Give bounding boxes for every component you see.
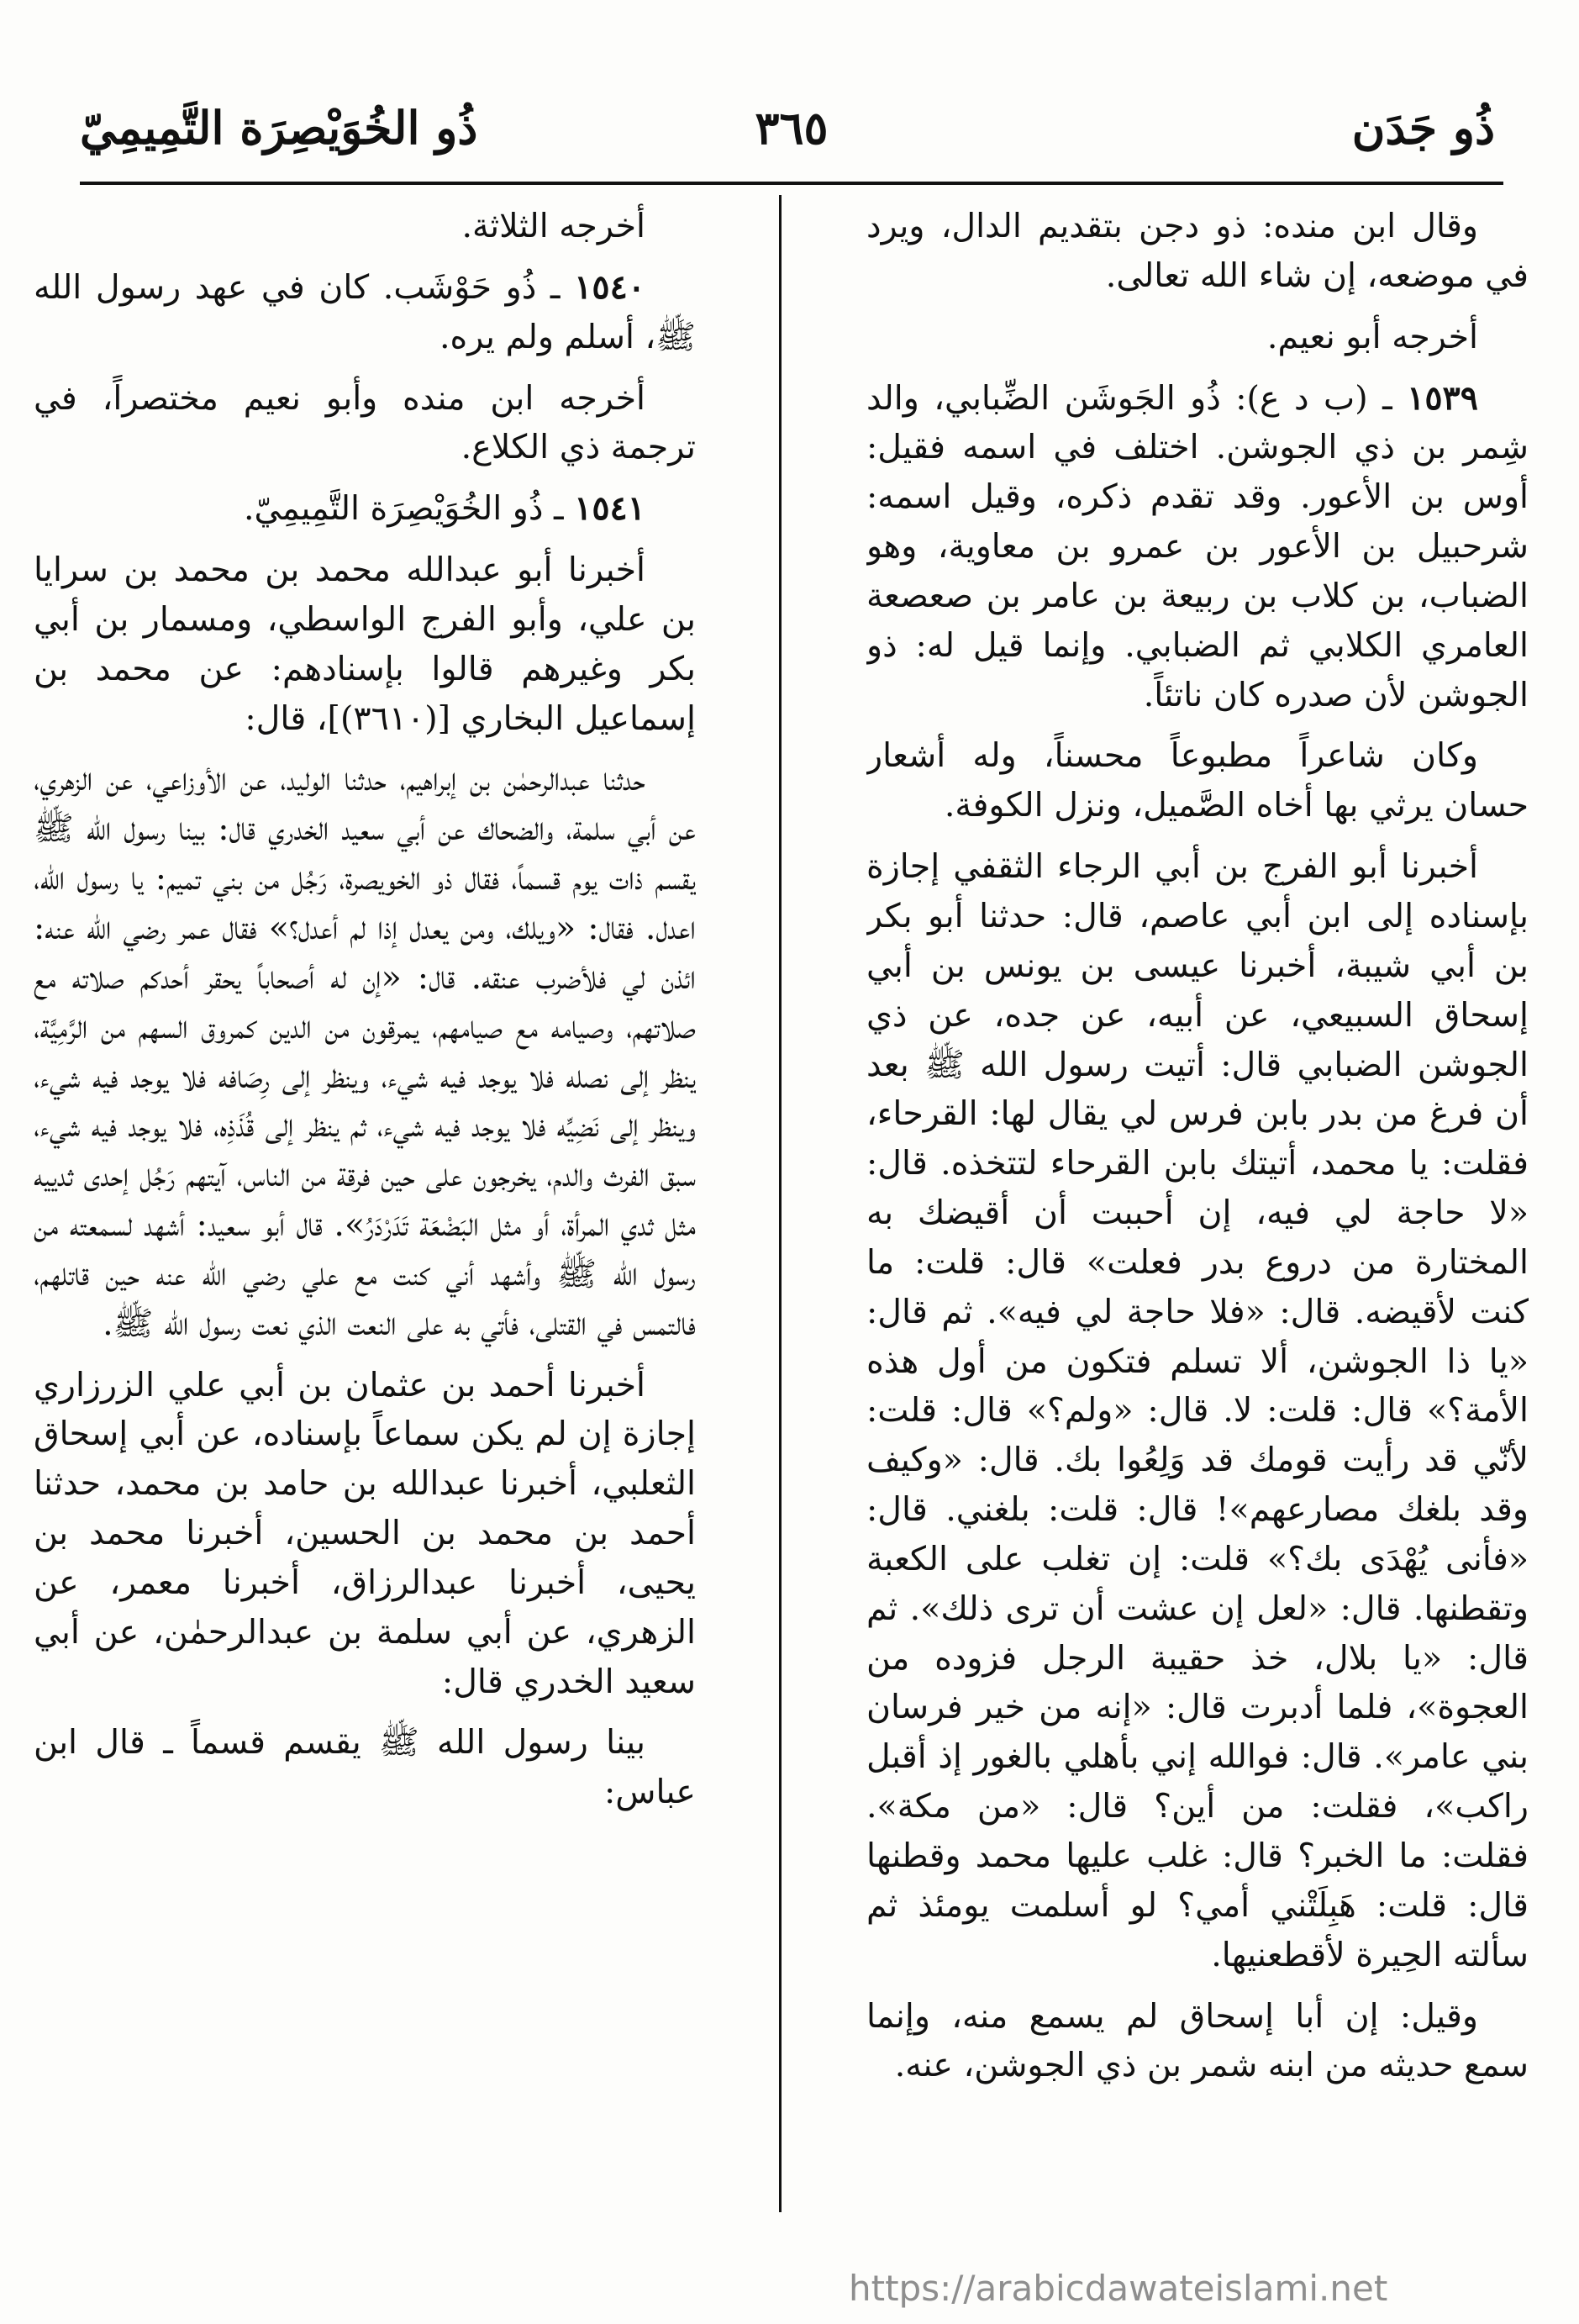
entry-number: ١٥٤٠ xyxy=(574,267,646,307)
paragraph-text: وكان شاعراً مطبوعاً محسناً، وله أشعار حسان يرثي بها أخاه الصَّميل، ونزل الكوفة. xyxy=(866,736,1529,825)
paragraph xyxy=(866,313,1529,362)
page-header xyxy=(80,101,1503,185)
page-number: ٣٦٥ xyxy=(755,101,829,155)
entry-number: ١٥٤١ xyxy=(574,489,645,529)
paragraph xyxy=(34,374,696,473)
paragraph-text: وقيل: إن أبا إسحاق لم يسمع منه، وإنما سمع حديثه من ابنه شمر بن ذي الجوشن، عنه. xyxy=(866,1996,1529,2085)
paragraph-text: أخرجه ابن منده وأبو نعيم مختصراً، في ترجمة ذي الكلاع. xyxy=(34,378,696,467)
paragraph xyxy=(866,1992,1529,2091)
paragraph xyxy=(34,263,696,362)
running-head-right: ذُو جَدَن xyxy=(1351,101,1495,155)
paragraph xyxy=(34,755,696,1348)
paragraph-text: ـ (ب د ع): ذُو الجَوشَن الضِّبابي، والد شِمر بن ذي الجوشن. اختلف في اسمه فقيل: أوس بن الأعور. وقد تقدم ذكره، وقيل اسمه: شرحبيل بن الأعور بن عمرو بن معاوية، وهو الضباب، بن كلاب بن ربيعة بن عامر بن صعصعة العامري الكلابي ثم الضبابي. وإنما قيل له: ذو الجوشن لأن صدره كان ناتئاً. xyxy=(866,378,1529,714)
paragraph-text: أخبرنا أبو الفرج بن أبي الرجاء الثقفي إجازة بإسناده إلى ابن أبي عاصم، قال: حدثنا أبو بكر بن أبي شيبة، أخبرنا عيسى بن يونس بن أبي إسحاق السبيعي، عن أبيه، عن جده، عن ذي الجوشن الضبابي قال: أتيت رسول الله ﷺ بعد أن فرغ من بدر بابن فرس لي يقال لها: القرحاء، فقلت: يا محمد، أتيتك بابن القرحاء لتتخذه. قال: «لا حاجة لي فيه، إن أحببت أن أقيضك به المختارة من دروع بدر فعلت» قال: قلت: ما كنت لأقيضه. قال: «فلا حاجة لي فيه». ثم قال: «يا ذا الجوشن، ألا تسلم فتكون من أول هذه الأمة؟» قال: قلت: لا. قال: «ولم؟» قال: قلت: لأنّي قد رأيت قومك قد وَلِعُوا بك. قال: «وكيف وقد بلغك مصارعهم»! قال: قلت: بلغني. قال: «فأنى يُهْدَى بك؟» قلت: إن تغلب على الكعبة وتقطنها. قال: «لعل إن عشت أن ترى ذلك». ثم قال: «يا بلال، خذ حقيبة الرجل فزوده من العجوة»، فلما أدبرت قال: «إنه من خير فرسان بني عامر». قال: فوالله إني بأهلي بالغور إذ أقبل راكب»، فقلت: من أين؟ قال: «من مكة». فقلت: ما الخبر؟ قال: غلب عليها محمد وقطنها قال: قلت: هَبِلَتْني أمي؟ لو أسلمت يومئذ ثم سألته الحِيرة لأقطعنيها. xyxy=(866,847,1529,1974)
column-divider xyxy=(779,195,782,2212)
paragraph xyxy=(866,202,1529,301)
paragraph xyxy=(34,484,696,534)
paragraph-text: حدثنا عبدالرحمٰن بن إبراهيم، حدثنا الوليد، عن الأوزاعي، عن الزهري، عن أبي سلمة، والضحاك عن أبي سعيد الخدري قال: بينا رسول الله ﷺ يقسم ذات يوم قسماً، فقال ذو الخويصرة، رَجُل من بني تميم: يا رسول الله، اعدل. فقال: «ويلك، ومن يعدل إذا لم أعدل؟» فقال عمر رضي الله عنه: ائذن لي فلأضرب عنقه. قال: «إن له أصحاباً يحقر أحدكم صلاته مع صلاتهم، وصيامه مع صيامهم، يمرقون من الدين كمروق السهم من الرَّمِيَّة، ينظر إلى نصله فلا يوجد فيه شيء، وينظر إلى رِصَافه فلا يوجد فيه شيء، وينظر إلى نَضِيِّه فلا يوجد فيه شيء، ثم ينظر إلى قُذَذِه، فلا يوجد فيه شيء، سبق الفرث والدم، يخرجون على حين فرقة من الناس، آيتهم رَجُل إحدى ثدييه مثل ثدي المرأة، أو مثل البَضْعَة تَدَرْدَرُ». قال أبو سعيد: أشهد لسمعته من رسول الله ﷺ وأشهد أني كنت مع علي رضي الله عنه حين قاتلهم، فالتمس في القتلى، فأتي به على النعت الذي نعت رسول الله ﷺ. xyxy=(34,760,696,1343)
watermark-url: https://arabicdawateislami.net xyxy=(849,2268,1388,2309)
left-column xyxy=(34,202,696,2236)
paragraph-text: أخبرنا أحمد بن عثمان بن أبي علي الزرزاري إجازة إن لم يكن سماعاً بإسناده، عن أبي إسحاق الثعلبي، أخبرنا عبدالله بن حامد بن محمد، حدثنا أحمد بن محمد بن الحسين، أخبرنا محمد بن يحيى، أخبرنا عبدالرزاق، أخبرنا معمر، عن الزهري، عن أبي سلمة بن عبدالرحمٰن، عن أبي سعيد الخدري قال: xyxy=(34,1365,696,1701)
paragraph-text: أخرجه أبو نعيم. xyxy=(1266,317,1478,356)
paragraph xyxy=(34,202,696,251)
running-head-left: ذُو الخُوَيْصِرَة التَّمِيمِيّ xyxy=(80,101,478,155)
paragraph xyxy=(34,1361,696,1707)
entry-number: ١٥٣٩ xyxy=(1407,378,1478,418)
paragraph-text: أخرجه الثلاثة. xyxy=(461,207,645,245)
paragraph-text: وقال ابن منده: ذو دجن بتقديم الدال، ويرد في موضعه، إن شاء الله تعالى. xyxy=(866,207,1529,295)
paragraph-text: ـ ذُو حَوْشَب. كان في عهد رسول الله ﷺ، أسلم ولم يره. xyxy=(34,267,696,356)
paragraph xyxy=(866,731,1529,830)
right-column xyxy=(866,202,1529,2236)
paragraph xyxy=(34,1718,696,1817)
paragraph xyxy=(866,842,1529,1979)
paragraph xyxy=(34,545,696,743)
paragraph-text: ـ ذُو الخُوَيْصِرَة التَّمِيمِيّ. xyxy=(244,489,564,529)
paragraph-text: أخبرنا أبو عبدالله محمد بن محمد بن سرايا بن علي، وأبو الفرج الواسطي، ومسمار بن أبي بكر وغيرهم قالوا بإسنادهم: عن محمد بن إسماعيل البخاري [(٣٦١٠)]، قال: xyxy=(34,551,696,738)
paragraph-text: بينا رسول الله ﷺ يقسم قسماً ـ قال ابن عباس: xyxy=(34,1723,696,1812)
paragraph xyxy=(866,374,1529,720)
